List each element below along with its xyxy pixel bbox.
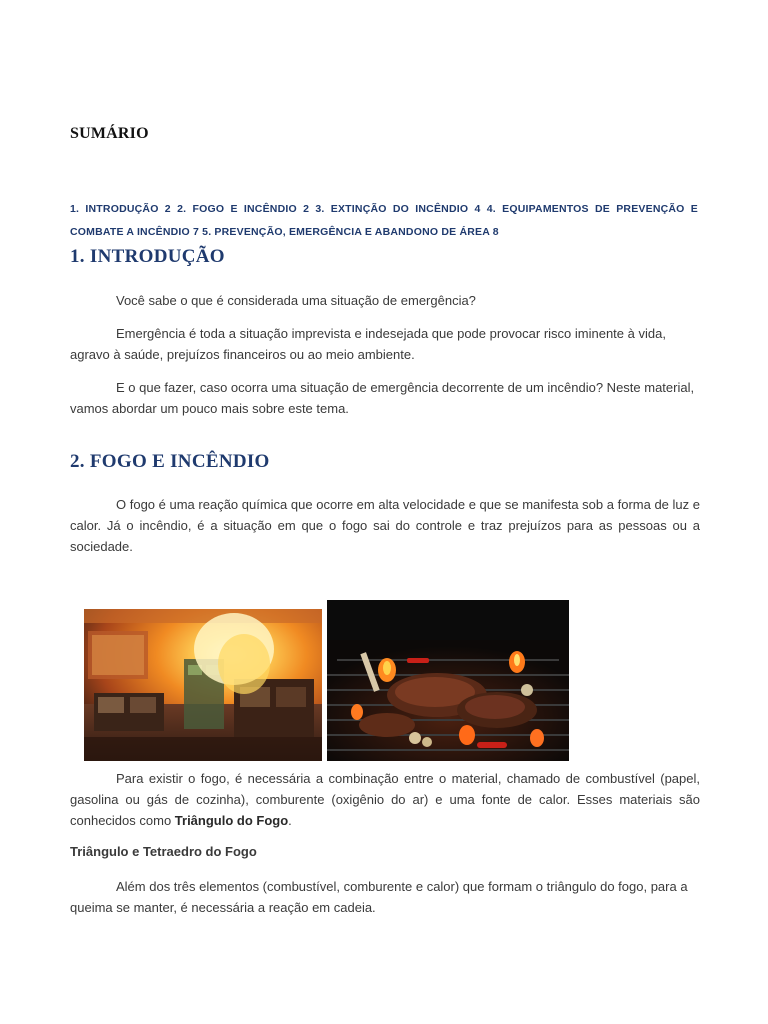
table-of-contents: 1. INTRODUÇÃO 2 2. FOGO E INCÊNDIO 2 3. EXTINÇÃO DO INCÊNDIO 4 4. EQUIPAMENTOS DE PREVENÇÃO E COMBATE A INCÊNDIO 7 5. PREVENÇÃO, EMERGÊNCIA E ABANDONO DE ÁREA 8 (70, 203, 698, 238)
fire-triangle-term: Triângulo do Fogo (174, 813, 289, 828)
fire-paragraph-2: Para existir o fogo, é necessária a combinação entre o material, chamado de combustível (papel, gasolina ou gás de cozinha), comburente (oxigênio do ar) e uma fonte de calor. Esses materiais são conhecidos como Triângulo do Fogo. (70, 771, 700, 828)
section-heading-fire: 2. FOGO E INCÊNDIO (70, 451, 270, 472)
intro-paragraph-1: Você sabe o que é considerada uma situação de emergência? (116, 293, 476, 308)
summary-title: SUMÁRIO (70, 125, 149, 142)
intro-paragraph-2: Emergência é toda a situação imprevista e indesejada que pode provocar risco iminente à vida, agravo à saúde, prejuízos financeiros ou ao meio ambiente. (70, 326, 666, 362)
fire-paragraph-3: Além dos três elementos (combustível, comburente e calor) que formam o triângulo do fogo, para a queima se manter, é necessária a reação em cadeia. (70, 879, 688, 915)
office-fire-photo (84, 609, 322, 761)
grill-meat-photo (327, 600, 569, 761)
fire-paragraph-1: O fogo é uma reação química que ocorre em alta velocidade e que se manifesta sob a forma de luz e calor. Já o incêndio, é a situação em que o fogo sai do controle e traz prejuízos para as pessoas ou a sociedade. (70, 497, 700, 554)
subheading-fire-triangle: Triângulo e Tetraedro do Fogo (70, 844, 257, 859)
section-heading-introduction: 1. INTRODUÇÃO (70, 246, 225, 267)
intro-paragraph-3: E o que fazer, caso ocorra uma situação de emergência decorrente de um incêndio? Neste material, vamos abordar um pouco mais sobre este tema. (70, 380, 695, 416)
